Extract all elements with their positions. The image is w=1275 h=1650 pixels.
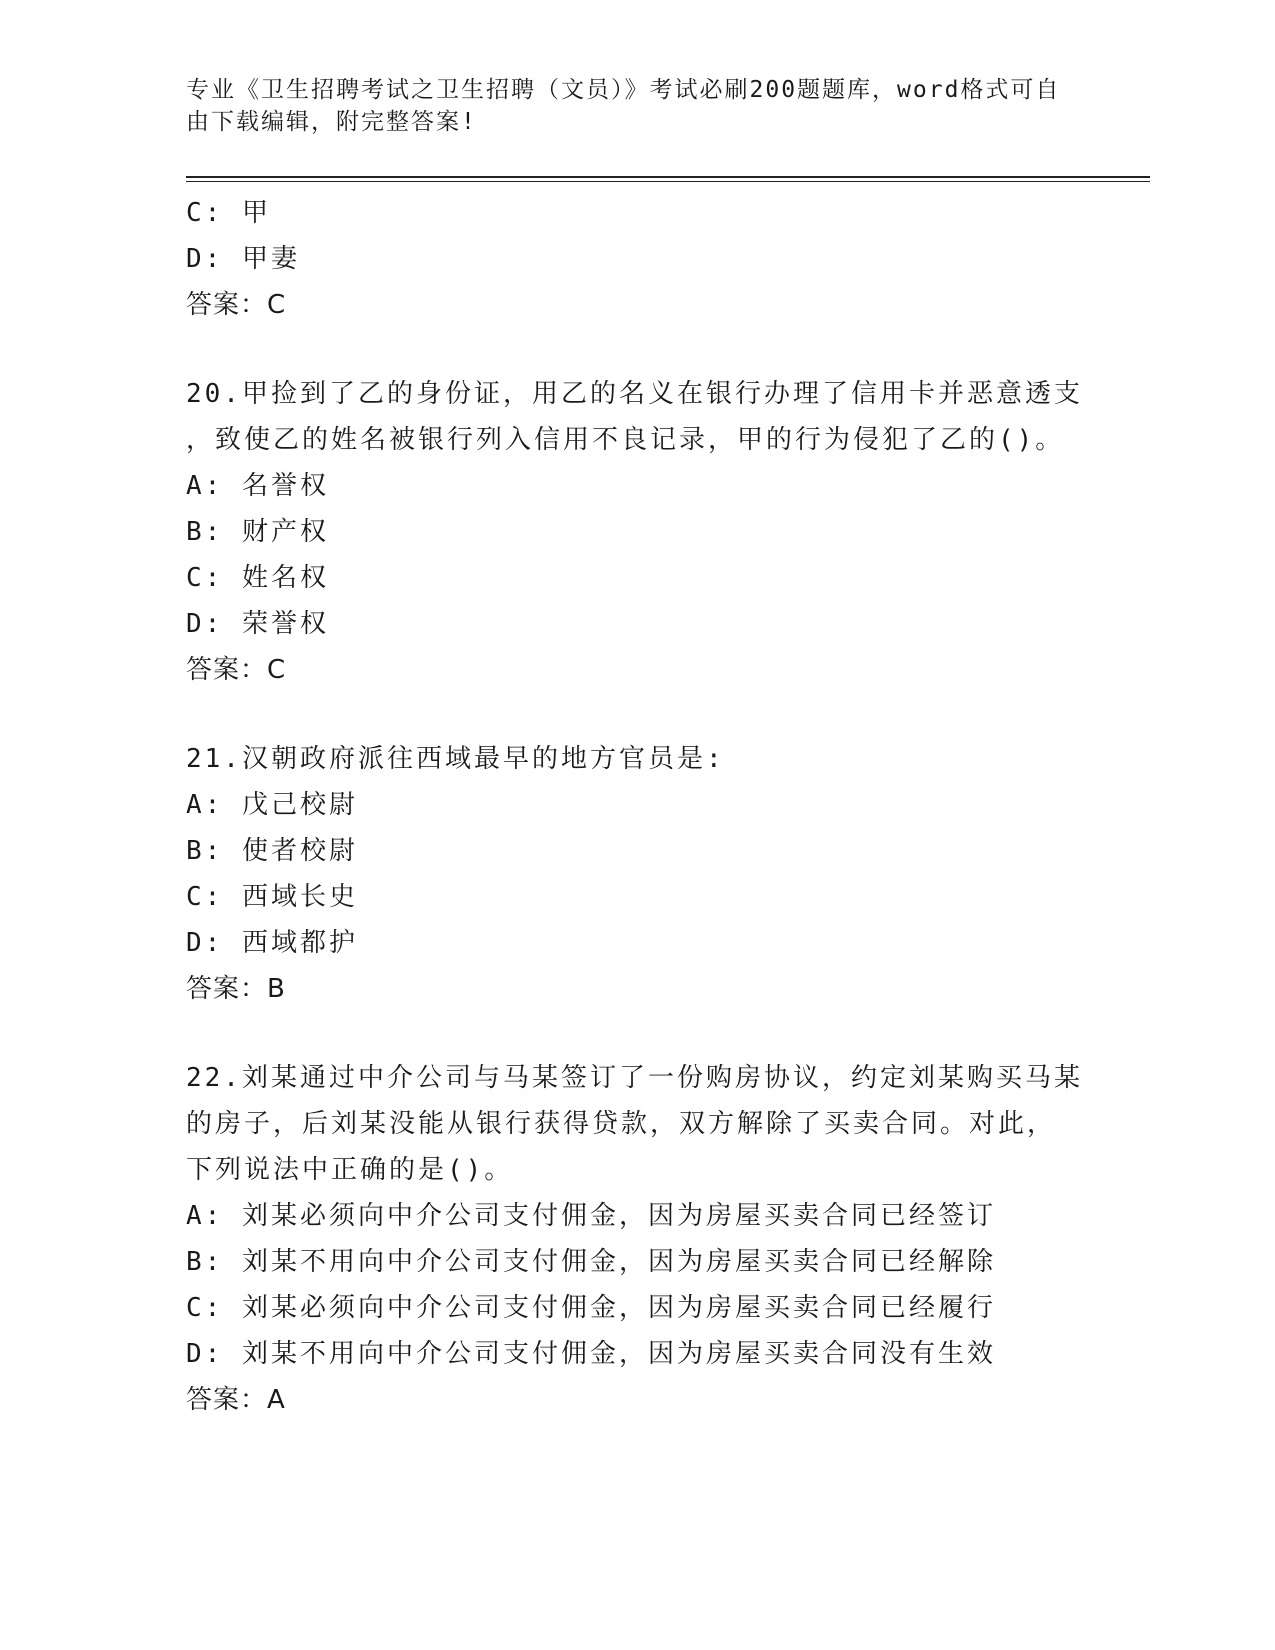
answer-line: 答案：C: [186, 655, 287, 685]
spacer: [186, 328, 1086, 371]
question-text: 下列说法中正确的是()。: [186, 1155, 514, 1185]
header-divider-thin: [186, 181, 1150, 182]
option-d: D: 甲妻: [186, 244, 300, 274]
option-d: D: 荣誉权: [186, 609, 329, 639]
spacer: [186, 1012, 1086, 1055]
option-d: D: 西域都护: [186, 928, 358, 958]
answer-line: 答案：C: [186, 290, 287, 320]
answer-line: 答案：B: [186, 974, 286, 1004]
answer-line: 答案：A: [186, 1385, 286, 1415]
option-a: A: 戊己校尉: [186, 790, 358, 820]
option-a: A: 刘某必须向中介公司支付佣金，因为房屋买卖合同已经签订: [186, 1201, 996, 1231]
question-text: 20.甲捡到了乙的身份证，用乙的名义在银行办理了信用卡并恶意透支: [186, 379, 1083, 409]
option-b: B: 使者校尉: [186, 836, 358, 866]
spacer: [186, 693, 1086, 736]
question-text: 21.汉朝政府派往西域最早的地方官员是:: [186, 744, 725, 774]
option-c: C: 姓名权: [186, 563, 329, 593]
question-content: [186, 190, 1086, 1423]
question-text: ，致使乙的姓名被银行列入信用不良记录，甲的行为侵犯了乙的()。: [186, 425, 1065, 455]
header-line-1: 专业《卫生招聘考试之卫生招聘（文员）》考试必刷200题题库，word格式可自: [186, 77, 1061, 103]
carryover-block: [186, 190, 1086, 328]
header-divider-thick: [186, 176, 1150, 178]
question-20: [186, 371, 1086, 693]
option-a: A: 名誉权: [186, 471, 329, 501]
header-line-2: 由下载编辑，附完整答案!: [186, 109, 477, 135]
option-b: B: 财产权: [186, 517, 329, 547]
question-21: [186, 736, 1086, 1012]
question-text: 的房子，后刘某没能从银行获得贷款，双方解除了买卖合同。对此，: [186, 1109, 1057, 1139]
option-c: C: 甲: [186, 198, 271, 228]
question-text: 22.刘某通过中介公司与马某签订了一份购房协议，约定刘某购买马某: [186, 1063, 1083, 1093]
option-c: C: 西域长史: [186, 882, 358, 912]
option-c: C: 刘某必须向中介公司支付佣金，因为房屋买卖合同已经履行: [186, 1293, 996, 1323]
page-header: [186, 74, 1066, 138]
question-22: [186, 1055, 1086, 1423]
option-d: D: 刘某不用向中介公司支付佣金，因为房屋买卖合同没有生效: [186, 1339, 996, 1369]
option-b: B: 刘某不用向中介公司支付佣金，因为房屋买卖合同已经解除: [186, 1247, 996, 1277]
